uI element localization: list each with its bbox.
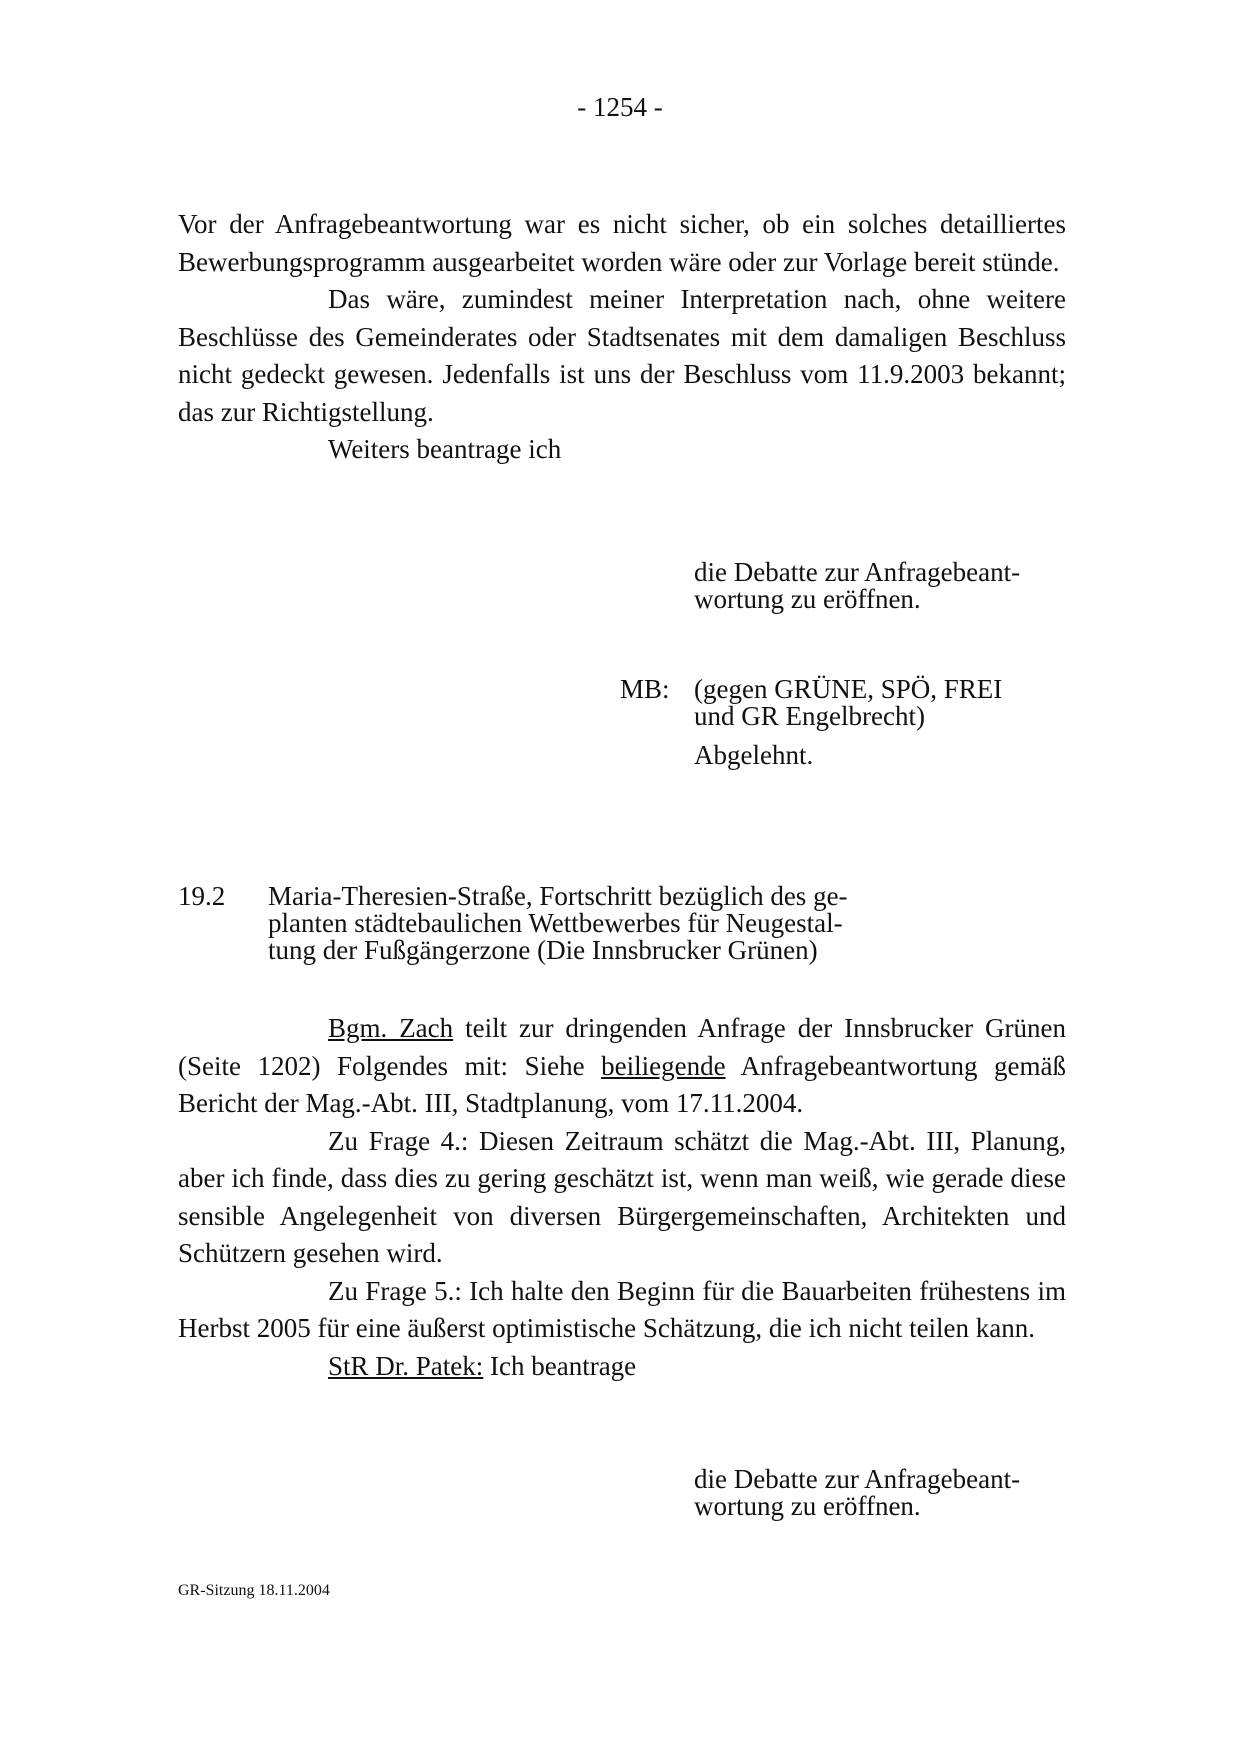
agenda-item-title <box>268 883 908 964</box>
motion-line: die Debatte zur Anfragebeant- <box>694 1464 1021 1494</box>
paragraph: Das wäre, zumindest meiner Interpretation nach, ohne weitere Beschlüsse des Gemeinderates oder Stadtsenates mit dem damaligen Beschluss nicht gedeckt gewesen. Jedenfalls ist uns der Beschluss vom 11.9.2003 bekannt; das zur Richtigstellung. <box>178 284 1066 427</box>
motion-line: die Debatte zur Anfragebeant- <box>694 557 1021 587</box>
motion-line: wortung zu eröffnen. <box>694 584 921 614</box>
vote-line: und GR Engelbrecht) <box>694 701 925 731</box>
motion-open-debate-2 <box>694 1466 1074 1520</box>
motion-line: wortung zu eröffnen. <box>694 1491 921 1521</box>
title-line: planten städtebaulichen Wettbewerbes für Neugestal- <box>268 908 843 938</box>
title-line: tung der Fußgängerzone (Die Innsbrucker Grünen) <box>268 935 818 965</box>
vote-line: (gegen GRÜNE, SPÖ, FREI <box>694 674 1003 704</box>
vote-label: MB: <box>620 674 670 704</box>
speaker-name: Bgm. Zach <box>328 1013 454 1043</box>
page-number: - 1254 - <box>577 92 663 122</box>
paragraph: Zu Frage 5.: Ich halte den Beginn für die Bauarbeiten frühestens im Herbst 2005 für eine äußerst optimistische Schätzung, die ich nicht teilen kann. <box>178 1275 1066 1343</box>
paragraph: Zu Frage 4.: Diesen Zeitraum schätzt die Mag.-Abt. III, Planung, aber ich finde, dass dies zu gering geschätzt ist, wenn man weiß, wie gerade diese sensible Angelegenheit von diversen Bürgergemeinschaften, Architekten und Schützern gesehen wird. <box>178 1125 1066 1268</box>
attachment-reference: beiliegende <box>601 1050 726 1081</box>
paragraph: Weiters beantrage ich <box>328 434 562 464</box>
paragraph: Bgm. Zach teilt zur dringenden Anfrage der Innsbrucker Grünen (Seite 1202) Folgendes mit: Siehe beiliegende Anfragebeantwortung gemäß Bericht der Mag.-Abt. III, Stadtplanung, vom 17.11.2004. <box>178 1013 1067 1118</box>
motion-open-debate-1 <box>694 559 1074 613</box>
paragraph: StR Dr. Patek: Ich beantrage <box>328 1350 637 1381</box>
paragraph: Vor der Anfragebeantwortung war es nicht sicher, ob ein solches detailliertes Bewerbungsprogramm ausgearbeitet worden wäre oder zur Vorlage bereit stünde. <box>178 209 1066 277</box>
footer-session-date: GR-Sitzung 18.11.2004 <box>178 1582 330 1599</box>
agenda-item-number: 19.2 <box>178 881 226 911</box>
title-line: Maria-Theresien-Straße, Fortschritt bezüglich des ge- <box>268 881 848 911</box>
speaker-name: StR Dr. Patek: <box>328 1350 484 1381</box>
vote-result-block <box>694 676 1074 769</box>
opening-text <box>178 206 1066 469</box>
answer-text <box>178 1010 1066 1385</box>
vote-result: Abgelehnt. <box>694 740 814 770</box>
